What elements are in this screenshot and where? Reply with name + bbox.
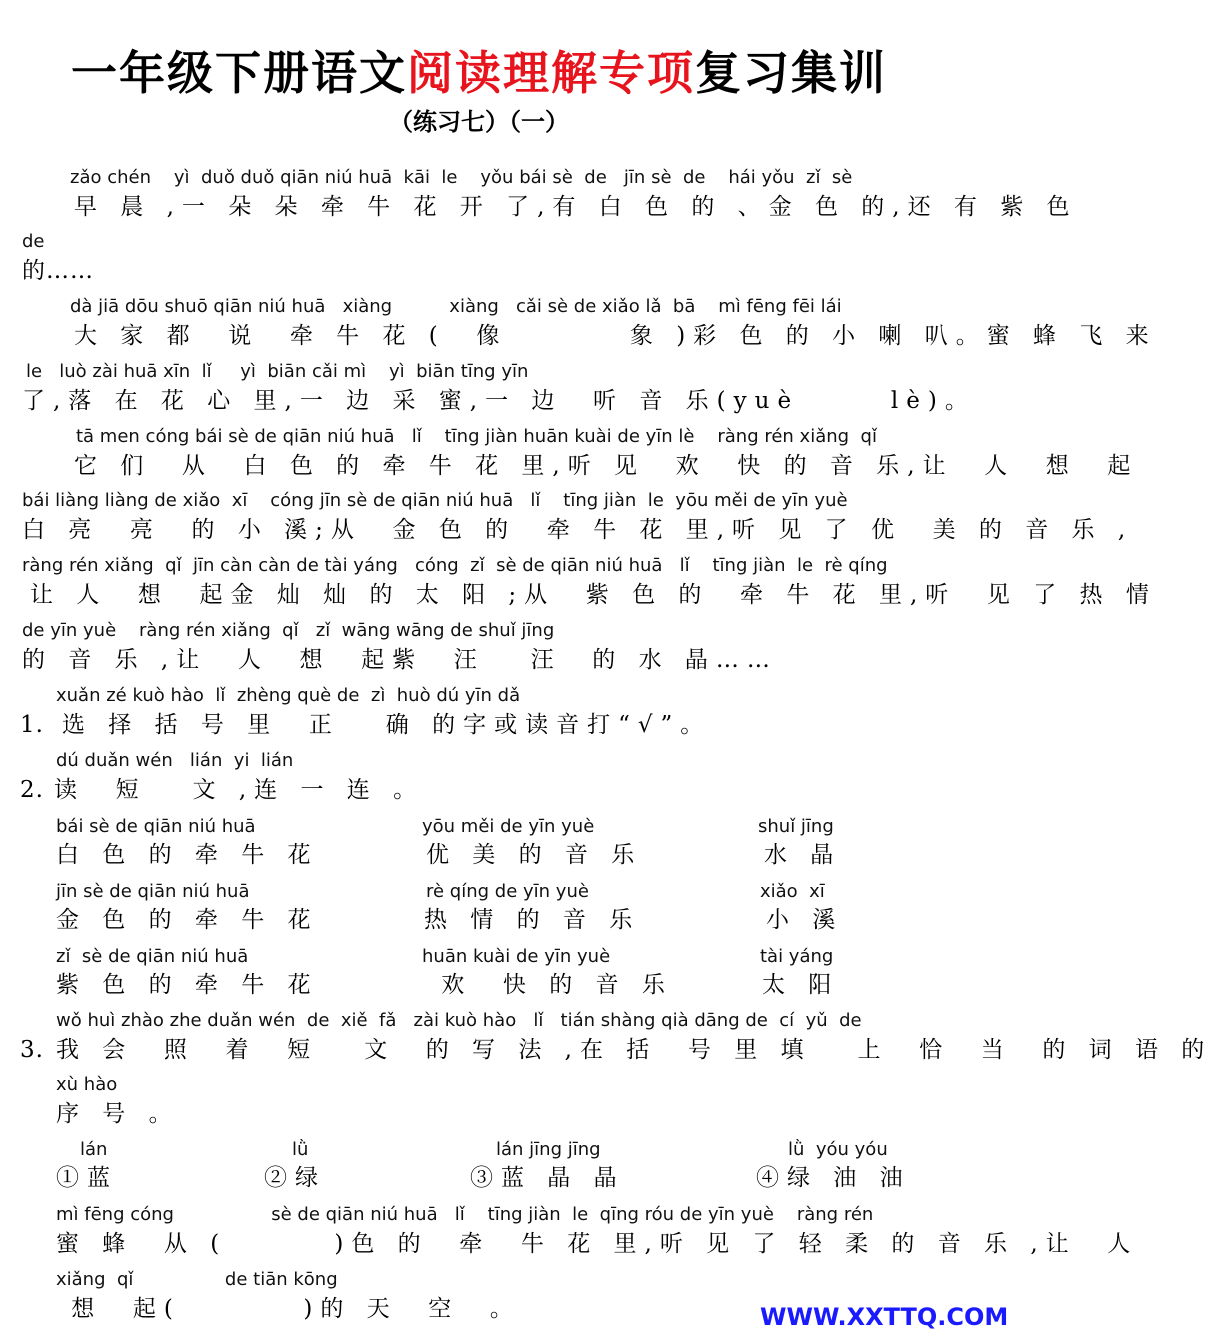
passage-line: 大 家 都 说 牵 牛 花 ( 像 象 )彩 色 的 小 喇 叭。蜜 蜂 飞 来: [74, 323, 1157, 349]
option-item: ③蓝 晶 晶: [470, 1165, 625, 1191]
option-pinyin: lǜ yóu yóu: [788, 1139, 888, 1160]
match-middle-pinyin: rè qíng de yīn yuè: [426, 881, 589, 902]
pinyin-line: xiǎng qǐ de tiān kōng: [56, 1269, 338, 1290]
match-middle-pinyin: huān kuài de yīn yuè: [422, 946, 611, 967]
option-item: ①蓝: [56, 1165, 118, 1191]
question-text: 我 会 照 着 短 文 的 写 法 ,在 括 号 里 填 上 恰 当 的 词 语 的: [56, 1037, 1212, 1063]
passage-line: 它 们 从 白 色 的 牵 牛 花 里,听 见 欢 快 的 音 乐,让 人 想 起: [74, 453, 1139, 479]
option-item: ②绿: [264, 1165, 326, 1191]
pinyin-line: xù hào: [56, 1074, 118, 1095]
pinyin-line: dà jiā dōu shuō qiān niú huā xiàng xiàng cǎi sè de xiǎo lǎ bā mì fēng fēi lái: [70, 296, 842, 317]
match-left-pinyin: bái sè de qiān niú huā: [56, 816, 256, 837]
question-number: 2.: [20, 777, 44, 803]
question-number: 3.: [20, 1037, 44, 1063]
match-left-item: 金 色 的 牵 牛 花: [56, 907, 319, 933]
pinyin-line: tā men cóng bái sè de qiān niú huā lǐ tīng jiàn huān kuài de yīn lè ràng rén xiǎng qǐ: [76, 426, 877, 447]
watermark: WWW.XXTTQ.COM: [760, 1303, 1009, 1331]
fill-in-sentence: 蜜 蜂 从 ( )色 的 牵 牛 花 里,听 见 了 轻 柔 的 音 乐 ,让 人: [56, 1231, 1139, 1257]
option-pinyin: lán: [80, 1139, 108, 1160]
match-left-item: 白 色 的 牵 牛 花: [56, 842, 319, 868]
pinyin-line: le luò zài huā xīn lǐ yì biān cǎi mì yì biān tīng yīn: [26, 361, 529, 382]
title-part-a: 一年级下册语文: [71, 46, 407, 100]
pinyin-line: zǎo chén yì duǒ duǒ qiān niú huā kāi le yǒu bái sè de jīn sè de hái yǒu zǐ sè: [70, 167, 853, 188]
match-right-item: 水 晶: [764, 842, 842, 868]
pinyin-line: xuǎn zé kuò hào lǐ zhèng què de zì huò dú yīn dǎ: [56, 685, 521, 706]
option-item: ④绿 油 油: [756, 1165, 911, 1191]
pinyin-line: ràng rén xiǎng qǐ jīn càn càn de tài yáng cóng zǐ sè de qiān niú huā lǐ tīng jiàn le rè qíng: [22, 555, 888, 576]
match-middle-item: 热 情 的 音 乐: [424, 907, 641, 933]
pinyin-line: mì fēng cóng sè de qiān niú huā lǐ tīng jiàn le qīng róu de yīn yuè ràng rén: [56, 1204, 874, 1225]
pinyin-line: dú duǎn wén lián yi lián: [56, 750, 294, 771]
passage-line: 的 音 乐 ,让 人 想 起紫 汪 汪 的 水 晶……: [22, 647, 778, 673]
pinyin-line: de yīn yuè ràng rén xiǎng qǐ zǐ wāng wāng de shuǐ jīng: [22, 620, 555, 641]
option-pinyin: lán jīng jīng: [496, 1139, 601, 1160]
passage-line: 了,落 在 花 心 里,一 边 采 蜜,一 边 听 音 乐(yuè lè)。: [22, 388, 976, 414]
match-left-pinyin: zǐ sè de qiān niú huā: [56, 946, 249, 967]
match-right-pinyin: xiǎo xī: [760, 881, 825, 902]
match-middle-item: 欢 快 的 音 乐: [426, 972, 673, 998]
page-subtitle: （练习七）（一）: [389, 108, 569, 136]
match-left-pinyin: jīn sè de qiān niú huā: [56, 881, 250, 902]
title-part-highlight: 阅读理解专项: [407, 46, 695, 100]
question-number: 1.: [20, 712, 44, 738]
title-part-c: 复习集训: [695, 46, 887, 100]
page-title: [0, 38, 958, 108]
passage-line: 让 人 想 起金 灿 灿 的 太 阳 ;从 紫 色 的 牵 牛 花 里,听 见 了 热 情: [30, 582, 1157, 608]
fill-in-sentence: 想 起( )的 天 空 。: [56, 1296, 521, 1322]
match-middle-item: 优 美 的 音 乐: [426, 842, 643, 868]
passage-line: 白 亮 亮 的 小 溪;从 金 色 的 牵 牛 花 里,听 见 了 优 美 的 音 乐 ,: [22, 517, 1134, 543]
pinyin-line: de: [22, 231, 45, 252]
passage-line: 早 晨 ,一 朵 朵 牵 牛 花 开 了,有 白 色 的 、金 色 的,还 有 紫 色: [74, 194, 1078, 220]
match-right-pinyin: tài yáng: [760, 946, 834, 967]
passage-line: 的……: [22, 258, 94, 284]
match-middle-pinyin: yōu měi de yīn yuè: [422, 816, 595, 837]
question-text: 读 短 文 ,连 一 连 。: [54, 777, 425, 803]
question-text: 选 择 括 号 里 正 确 的字或读音打“√”。: [62, 712, 712, 738]
pinyin-line: bái liàng liàng de xiǎo xī cóng jīn sè de qiān niú huā lǐ tīng jiàn le yōu měi de yīn yuè: [22, 490, 848, 511]
pinyin-line: wǒ huì zhào zhe duǎn wén de xiě fǎ zài kuò hào lǐ tián shàng qià dāng de cí yǔ de: [56, 1010, 862, 1031]
match-right-item: 小 溪: [766, 907, 844, 933]
question-text: 序 号 。: [56, 1101, 180, 1127]
match-left-item: 紫 色 的 牵 牛 花: [56, 972, 319, 998]
option-pinyin: lǜ: [292, 1139, 309, 1160]
match-right-item: 太 阳: [762, 972, 840, 998]
match-right-pinyin: shuǐ jīng: [758, 816, 834, 837]
